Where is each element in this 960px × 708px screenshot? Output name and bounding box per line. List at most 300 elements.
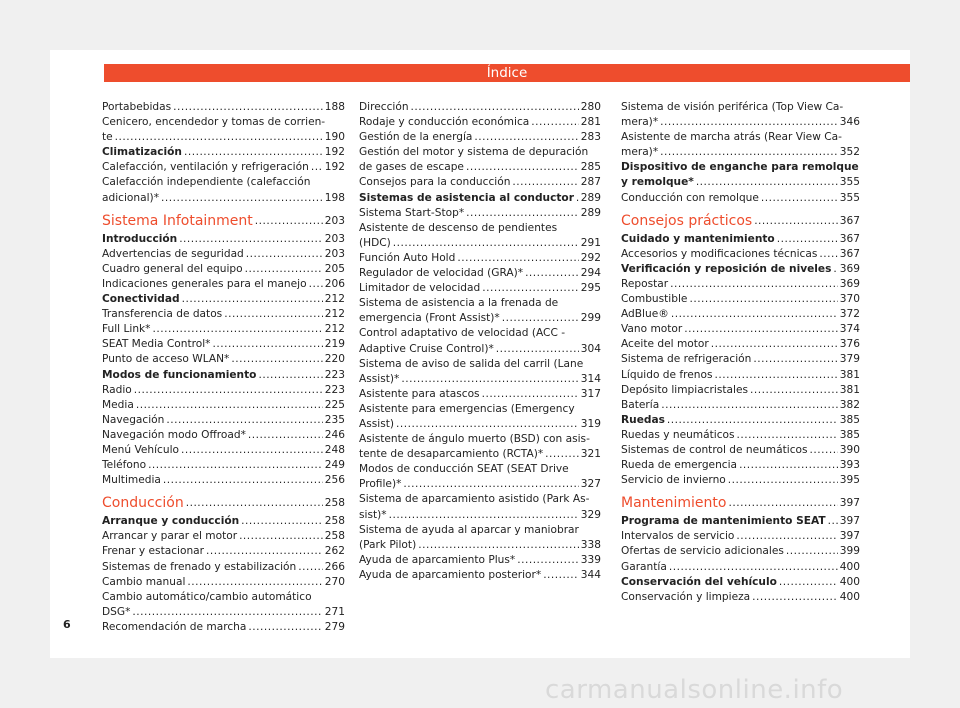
toc-entry-text: Portabebidas: [102, 101, 172, 113]
toc-entry[interactable]: [359, 492, 601, 522]
toc-entry[interactable]: [621, 398, 860, 413]
toc-entry[interactable]: [102, 514, 345, 529]
toc-entry-text: Ruedas: [621, 413, 665, 426]
toc-entry-text: Rueda de emergencia: [621, 459, 738, 472]
toc-entry[interactable]: [102, 383, 345, 398]
toc-entry-text: Sistema de asistencia a la frenada de: [359, 297, 559, 310]
toc-entry[interactable]: [621, 292, 860, 307]
toc-column-3: [621, 100, 860, 605]
toc-entry[interactable]: [621, 590, 860, 605]
dot-leader: [396, 417, 579, 432]
toc-page-number: 258: [324, 530, 345, 543]
dot-leader: [660, 145, 838, 160]
dot-leader: [411, 100, 579, 115]
toc-entry[interactable]: [102, 428, 345, 443]
toc-page-number: 205: [324, 262, 345, 275]
toc-entry[interactable]: [621, 560, 860, 575]
dot-leader: [777, 232, 838, 247]
toc-page-number: 304: [580, 342, 601, 355]
toc-entry[interactable]: [102, 473, 345, 488]
toc-page-number: 280: [580, 101, 601, 113]
dot-leader: [241, 514, 323, 529]
toc-entry-text: Arranque y conducción: [102, 515, 240, 528]
toc-entry-text: adicional)*: [102, 191, 159, 204]
toc-entry[interactable]: [359, 432, 601, 462]
toc-entry-text: Frenar y estacionar: [102, 545, 205, 558]
dot-leader: [212, 337, 322, 352]
dot-leader: [136, 398, 323, 413]
toc-entry-text: Multimedia: [102, 474, 161, 487]
toc-entry[interactable]: [102, 175, 345, 205]
toc-entry[interactable]: [359, 191, 601, 206]
toc-entry-text: Advertencias de seguridad: [102, 247, 244, 260]
dot-leader: [711, 337, 838, 352]
toc-entry-text: mera)*: [621, 116, 659, 129]
toc-entry-text: Sistema de aparcamiento asistido (Park As-: [359, 493, 590, 506]
dot-leader: [134, 383, 323, 398]
toc-entry-text: Indicaciones generales para el manejo: [102, 277, 307, 290]
watermark: carmanualsonline.info: [545, 675, 844, 705]
toc-entry-text: te: [102, 131, 113, 144]
toc-page-number: 219: [324, 338, 345, 351]
toc-page-number: 299: [580, 312, 601, 325]
toc-entry-text: Regulador de velocidad (GRA)*: [359, 267, 524, 280]
dot-leader: [696, 175, 838, 190]
toc-entry[interactable]: [102, 232, 345, 247]
toc-entry-text: y remolque*: [621, 176, 694, 189]
toc-entry[interactable]: [359, 281, 601, 296]
dot-leader: [517, 553, 579, 568]
toc-entry[interactable]: [102, 322, 345, 337]
toc-entry[interactable]: [102, 560, 345, 575]
toc-entry[interactable]: [621, 368, 860, 383]
dot-leader: [248, 428, 323, 443]
toc-page-number: 289: [580, 206, 601, 219]
toc-page-number: 374: [839, 323, 860, 336]
dot-leader: [166, 413, 322, 428]
toc-page-number: 258: [324, 497, 345, 510]
toc-page-number: 212: [324, 308, 345, 321]
toc-entry[interactable]: [621, 544, 860, 559]
toc-entry-text: sist)*: [359, 508, 387, 521]
dot-leader: [186, 495, 323, 512]
dot-leader: [810, 443, 838, 458]
toc-entry[interactable]: [621, 232, 860, 247]
toc-page-number: 399: [839, 545, 860, 558]
manual-page: [50, 50, 910, 658]
toc-entry[interactable]: [102, 145, 345, 160]
toc-page-number: 212: [324, 323, 345, 336]
toc-entry-text: Sistema Start-Stop*: [359, 206, 465, 219]
header-title: Índice: [486, 65, 528, 81]
toc-entry-text: Sistema de visión periférica (Top View Ca-: [621, 101, 844, 113]
toc-page-number: 256: [324, 474, 345, 487]
dot-leader: [667, 413, 838, 428]
dot-leader: [246, 247, 323, 262]
toc-page-number: 372: [839, 308, 860, 321]
dot-leader: [258, 368, 322, 383]
dot-leader: [474, 130, 578, 145]
toc-entry[interactable]: [359, 206, 601, 221]
toc-entry-text: emergencia (Front Assist)*: [359, 312, 500, 325]
toc-entry-text: Rodaje y conducción económica: [359, 116, 530, 129]
dot-leader: [173, 100, 323, 115]
dot-leader: [728, 495, 837, 512]
dot-leader: [239, 529, 323, 544]
toc-page-number: 287: [580, 176, 601, 189]
toc-entry[interactable]: [621, 277, 860, 292]
toc-page-number: 314: [580, 372, 601, 385]
toc-entry-text: Conservación del vehículo: [621, 575, 777, 588]
toc-section[interactable]: [621, 495, 860, 512]
dot-leader: [670, 277, 838, 292]
toc-entry[interactable]: [359, 175, 601, 190]
toc-page-number: 203: [324, 214, 345, 227]
dot-leader: [728, 473, 838, 488]
toc-entry[interactable]: [621, 529, 860, 544]
toc-page-number: 190: [324, 131, 345, 144]
toc-page-number: 355: [839, 191, 860, 204]
toc-entry-text: Sistema de ayuda al aparcar y maniobrar: [359, 523, 579, 536]
toc-entry-text: Climatización: [102, 146, 182, 159]
toc-entry[interactable]: [102, 352, 345, 367]
toc-page-number: 381: [839, 383, 860, 396]
toc-page-number: 235: [324, 413, 345, 426]
toc-entry[interactable]: [359, 357, 601, 387]
toc-page-number: 397: [839, 497, 860, 510]
toc-entry-text: Conducción: [102, 495, 184, 512]
toc-page-number: 385: [839, 428, 860, 441]
toc-entry-text: Control adaptativo de velocidad (ACC -: [359, 327, 566, 340]
toc-entry-text: Dirección: [359, 101, 409, 113]
toc-entry-text: mera)*: [621, 146, 659, 159]
toc-page-number: 329: [580, 508, 601, 521]
toc-entry-text: tente de desaparcamiento (RCTA)*: [359, 448, 544, 461]
toc-section[interactable]: [102, 213, 345, 230]
toc-entry[interactable]: [102, 115, 345, 145]
dot-leader: [466, 206, 579, 221]
dot-leader: [206, 544, 323, 559]
dot-leader: [231, 352, 322, 367]
toc-entry[interactable]: [359, 115, 601, 130]
toc-entry[interactable]: [359, 523, 601, 553]
toc-page-number: 279: [324, 620, 345, 633]
toc-entry[interactable]: [359, 296, 601, 326]
toc-entry-text: Cenicero, encendedor y tomas de corrien-: [102, 116, 326, 129]
toc-entry-text: Líquido de frenos: [621, 368, 713, 381]
toc-entry[interactable]: [621, 458, 860, 473]
toc-entry[interactable]: [102, 337, 345, 352]
toc-entry[interactable]: [102, 277, 345, 292]
toc-entry-text: Programa de mantenimiento SEAT: [621, 515, 826, 528]
dot-leader: [828, 514, 838, 529]
dot-leader: [179, 232, 323, 247]
toc-entry-text: Cuadro general del equipo: [102, 262, 243, 275]
toc-entry[interactable]: [102, 590, 345, 620]
toc-page-number: 321: [580, 448, 601, 461]
toc-entry[interactable]: [621, 100, 860, 130]
toc-page-number: 295: [580, 282, 601, 295]
toc-page-number: 381: [839, 368, 860, 381]
toc-page-number: 400: [839, 590, 860, 603]
toc-entry[interactable]: [621, 514, 860, 529]
toc-entry-text: Garantía: [621, 560, 667, 573]
toc-entry[interactable]: [621, 191, 860, 206]
toc-entry[interactable]: [621, 160, 860, 190]
dot-leader: [187, 575, 322, 590]
toc-entry[interactable]: [359, 553, 601, 568]
toc-entry-text: Asistente de marcha atrás (Rear View Ca-: [621, 131, 842, 144]
toc-entry[interactable]: [102, 443, 345, 458]
toc-page-number: 319: [580, 417, 601, 430]
toc-page-number: 188: [324, 101, 345, 113]
toc-entry[interactable]: [621, 307, 860, 322]
toc-page-number: 198: [324, 191, 345, 204]
toc-entry[interactable]: [359, 251, 601, 266]
dot-leader: [496, 342, 579, 357]
toc-entry[interactable]: [621, 262, 860, 277]
dot-leader: [393, 236, 579, 251]
toc-entry-text: Consejos para la conducción: [359, 176, 511, 189]
dot-leader: [737, 428, 838, 443]
toc-page-number: 262: [324, 545, 345, 558]
dot-leader: [525, 266, 579, 281]
toc-entry[interactable]: [102, 247, 345, 262]
toc-page-number: 367: [839, 214, 860, 227]
toc-entry-text: Cuidado y mantenimiento: [621, 232, 775, 245]
toc-page-number: 192: [324, 161, 345, 174]
toc-entry[interactable]: [102, 100, 345, 115]
toc-entry[interactable]: [621, 428, 860, 443]
toc-entry[interactable]: [359, 326, 601, 356]
toc-entry[interactable]: [359, 145, 601, 175]
toc-entry-text: Sistemas de frenado y estabilización: [102, 560, 297, 573]
toc-entry[interactable]: [621, 383, 860, 398]
toc-entry[interactable]: [621, 413, 860, 428]
toc-entry[interactable]: [102, 398, 345, 413]
dot-leader: [660, 115, 838, 130]
dot-leader: [689, 292, 837, 307]
toc-page-number: 270: [324, 575, 345, 588]
toc-entry-text: Limitador de velocidad: [359, 282, 481, 295]
toc-entry[interactable]: [359, 221, 601, 251]
dot-leader: [754, 213, 838, 230]
toc-entry-text: Servicio de invierno: [621, 474, 726, 487]
toc-entry[interactable]: [621, 247, 860, 262]
toc-section[interactable]: [621, 213, 860, 230]
toc-page-number: 248: [324, 443, 345, 456]
toc-entry-text: Gestión de la energía: [359, 131, 473, 144]
toc-entry[interactable]: [102, 544, 345, 559]
toc-entry[interactable]: [102, 292, 345, 307]
toc-entry-text: Depósito limpiacristales: [621, 383, 748, 396]
toc-entry[interactable]: [102, 262, 345, 277]
toc-page-number: 352: [839, 146, 860, 159]
toc-page-number: 385: [839, 413, 860, 426]
dot-leader: [418, 538, 579, 553]
toc-page-number: 397: [839, 515, 860, 528]
toc-section[interactable]: [102, 495, 345, 512]
dot-leader: [833, 262, 837, 277]
toc-page-number: 203: [324, 232, 345, 245]
toc-page-number: 285: [580, 161, 601, 174]
dot-leader: [152, 322, 322, 337]
toc-entry[interactable]: [102, 413, 345, 428]
toc-page-number: 327: [580, 478, 601, 491]
toc-page-number: 246: [324, 428, 345, 441]
toc-entry-text: Asistente para emergencias (Emergency: [359, 402, 575, 415]
toc-entry-text: Sistema de refrigeración: [621, 353, 752, 366]
dot-leader: [466, 160, 579, 175]
dot-leader: [184, 145, 323, 160]
toc-entry[interactable]: [359, 387, 601, 402]
toc-page-number: 223: [324, 383, 345, 396]
toc-page-number: 393: [839, 459, 860, 472]
dot-leader: [779, 575, 838, 590]
toc-entry-text: Ayuda de aparcamiento posterior*: [359, 568, 542, 581]
toc-page-number: 395: [839, 474, 860, 487]
toc-page-number: 339: [580, 553, 601, 566]
toc-entry-text: Punto de acceso WLAN*: [102, 353, 230, 366]
toc-entry-text: Adaptive Cruise Control)*: [359, 342, 494, 355]
dot-leader: [545, 447, 579, 462]
toc-entry[interactable]: [621, 352, 860, 367]
dot-leader: [761, 191, 838, 206]
toc-page-number: 225: [324, 398, 345, 411]
toc-page-number: 258: [324, 515, 345, 528]
toc-entry-text: Combustible: [621, 293, 688, 306]
toc-column-2: [359, 100, 601, 583]
toc-page-number: 344: [580, 568, 601, 581]
toc-page-number: 292: [580, 251, 601, 264]
toc-entry[interactable]: [621, 337, 860, 352]
dot-leader: [298, 560, 323, 575]
dot-leader: [311, 160, 323, 175]
toc-entry-text: Full Link*: [102, 323, 151, 336]
toc-entry[interactable]: [621, 443, 860, 458]
dot-leader: [245, 262, 323, 277]
toc-page-number: 317: [580, 387, 601, 400]
toc-entry-text: Dispositivo de enganche para remolque: [621, 161, 859, 174]
toc-entry[interactable]: [359, 266, 601, 281]
toc-entry-text: Assist): [359, 417, 395, 430]
toc-entry[interactable]: [621, 473, 860, 488]
dot-leader: [163, 473, 323, 488]
toc-entry[interactable]: [359, 402, 601, 432]
toc-page-number: 206: [324, 277, 345, 290]
toc-entry[interactable]: [102, 575, 345, 590]
toc-entry-text: Arrancar y parar el motor: [102, 530, 238, 543]
page-number: 6: [63, 618, 71, 631]
dot-leader: [248, 620, 322, 635]
toc-entry[interactable]: [359, 130, 601, 145]
toc-entry[interactable]: [621, 322, 860, 337]
toc-entry-text: Sistema Infotainment: [102, 212, 253, 229]
toc-entry[interactable]: [621, 130, 860, 160]
dot-leader: [403, 477, 578, 492]
dot-leader: [739, 458, 838, 473]
dot-leader: [389, 508, 579, 523]
toc-entry-text: Intervalos de servicio: [621, 530, 735, 543]
toc-page-number: 397: [839, 530, 860, 543]
toc-entry[interactable]: [621, 575, 860, 590]
toc-page-number: 379: [839, 353, 860, 366]
dot-leader: [512, 175, 578, 190]
toc-page-number: 212: [324, 293, 345, 306]
toc-page-number: 376: [839, 338, 860, 351]
toc-entry-text: Ofertas de servicio adicionales: [621, 545, 784, 558]
toc-entry[interactable]: [102, 529, 345, 544]
toc-entry-text: Asistente de descenso de pendientes: [359, 221, 558, 234]
dot-leader: [736, 529, 837, 544]
toc-entry-text: Modos de conducción SEAT (SEAT Drive: [359, 463, 569, 476]
dot-leader: [576, 191, 579, 206]
dot-leader: [457, 251, 578, 266]
toc-page-number: 367: [839, 232, 860, 245]
toc-page-number: 291: [580, 236, 601, 249]
toc-page-number: 346: [839, 116, 860, 129]
dot-leader: [752, 590, 838, 605]
dot-leader: [401, 372, 578, 387]
toc-entry-text: Navegación: [102, 413, 165, 426]
page-header: [104, 64, 910, 82]
toc-entry-text: Calefacción, ventilación y refrigeración: [102, 161, 309, 174]
toc-entry-text: Introducción: [102, 232, 178, 245]
toc-page-number: 266: [324, 560, 345, 573]
toc-entry-text: Cambio automático/cambio automático: [102, 590, 312, 603]
dot-leader: [115, 130, 323, 145]
toc-entry-text: Vano motor: [621, 323, 683, 336]
toc-entry-text: Consejos prácticos: [621, 212, 753, 229]
toc-page-number: 294: [580, 267, 601, 280]
toc-page-number: 390: [839, 443, 860, 456]
toc-entry[interactable]: [102, 160, 345, 175]
toc-page-number: 249: [324, 459, 345, 472]
toc-page-number: 220: [324, 353, 345, 366]
toc-page-number: 192: [324, 146, 345, 159]
dot-leader: [753, 352, 837, 367]
toc-page-number: 271: [324, 605, 345, 618]
toc-entry[interactable]: [359, 462, 601, 492]
toc-page-number: 281: [580, 116, 601, 129]
toc-entry-text: Transferencia de datos: [102, 308, 223, 321]
toc-entry-text: Repostar: [621, 277, 669, 290]
toc-entry[interactable]: [359, 568, 601, 583]
dot-leader: [819, 247, 837, 262]
dot-leader: [255, 213, 323, 230]
toc-entry[interactable]: [102, 307, 345, 322]
toc-page-number: 338: [580, 538, 601, 551]
toc-entry-text: Sistema de aviso de salida del carril (Lane: [359, 357, 584, 370]
dot-leader: [181, 443, 323, 458]
dot-leader: [715, 368, 838, 383]
toc-entry[interactable]: [102, 620, 345, 635]
toc-page-number: 367: [839, 247, 860, 260]
toc-entry-text: Sistemas de asistencia al conductor: [359, 191, 574, 204]
toc-page-number: 369: [839, 262, 860, 275]
dot-leader: [502, 311, 579, 326]
toc-entry[interactable]: [102, 368, 345, 383]
dot-leader: [543, 568, 579, 583]
toc-entry[interactable]: [102, 458, 345, 473]
toc-entry-text: Assist)*: [359, 372, 400, 385]
toc-entry-text: Función Auto Hold: [359, 251, 456, 264]
toc-entry[interactable]: [359, 100, 601, 115]
toc-entry-text: Modos de funcionamiento: [102, 368, 257, 381]
toc-entry-text: Media: [102, 398, 134, 411]
toc-entry-text: de gases de escape: [359, 161, 464, 174]
toc-entry-text: Radio: [102, 383, 132, 396]
